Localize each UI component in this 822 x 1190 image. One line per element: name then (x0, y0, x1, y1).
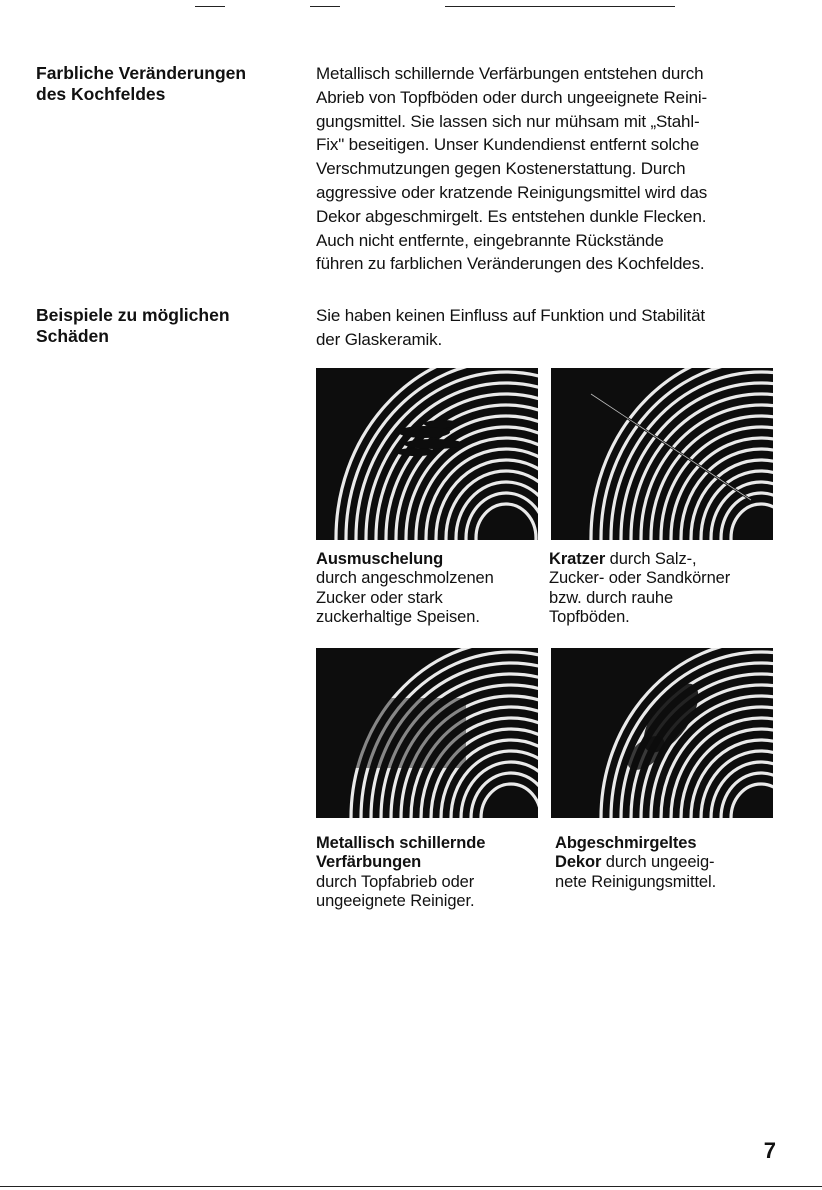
section-heading-color-changes: Farbliche Veränderungen des Kochfeldes (36, 63, 247, 104)
caption-abgeschmirgeltes-dekor: Abgeschmirgeltes Dekor durch ungeeig- nete Reinigungsmittel. (555, 834, 717, 891)
caption-metallisch-verfaerbungen: Metallisch schillernde Verfärbungen durch Topfabrieb oder ungeeignete Reiniger. (316, 834, 486, 911)
bottom-rule (0, 1186, 822, 1187)
photo-rings-4 (551, 648, 773, 818)
caption-kratzer: Kratzer durch Salz-, Zucker- oder Sandkörner bzw. durch rauhe Topfböden. (549, 550, 731, 627)
paragraph-color-changes: Metallisch schillernde Verfärbungen entstehen durch Abrieb von Topfböden oder durch ungeeignete Reini- gungsmittel. Sie lassen sich nur mühsam mit „Stahl- Fix" beseitigen. Unser Kundendienst entfernt solche Verschmutzungen gegen Kostenerstattung. Durch aggressive oder kratzende Reinigungsmittel wird das Dekor abgeschmirgelt. Es entstehen dunkle Flecken. Auch nicht entfernte, eingebrannte Rückstände führen zu farblichen Veränderungen des Kochfeldes. (316, 64, 708, 274)
photo-metallisch-verfaerbungen (316, 648, 538, 818)
photo-ausmuschelung (316, 368, 538, 540)
page-number: 7 (763, 1138, 776, 1163)
photo-abgeschmirgeltes-dekor (551, 648, 773, 818)
photo-rings-1 (316, 368, 538, 540)
top-rule (195, 6, 225, 7)
top-rule (310, 6, 340, 7)
caption-ausmuschelung: Ausmuschelung durch angeschmolzenen Zucker oder stark zuckerhaltige Speisen. (316, 550, 494, 627)
section-heading-damage-examples: Beispiele zu möglichen Schäden (36, 305, 230, 346)
photo-rings-3 (316, 648, 538, 818)
top-rule (445, 6, 675, 7)
photo-kratzer (551, 368, 773, 540)
photo-rings-2 (551, 368, 773, 540)
paragraph-damage-examples: Sie haben keinen Einfluss auf Funktion und Stabilität der Glaskeramik. (316, 306, 705, 349)
